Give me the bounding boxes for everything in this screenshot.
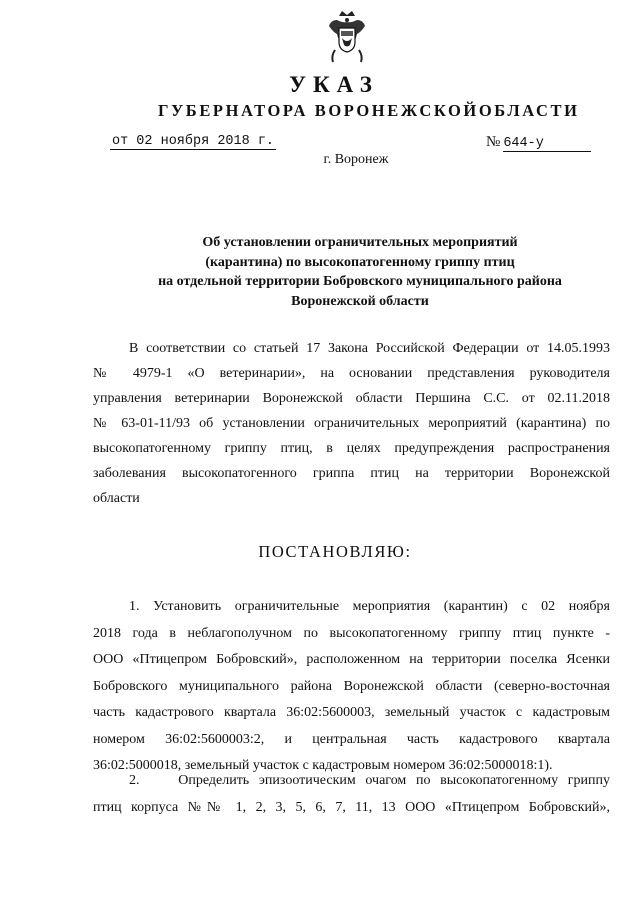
paragraph-line: 1. Установить ограничительные мероприятия (карантин) с 02 ноября	[129, 599, 610, 614]
city-name: г. Воронеж	[323, 152, 389, 167]
number-value: 644-у	[503, 136, 591, 152]
heading-line: Об установлении ограничительных мероприятий	[202, 235, 518, 250]
document-type-title: УКАЗ	[289, 72, 379, 97]
paragraph-line: № 63-01-11/93 об установлении ограничительных мероприятий (карантина) по	[93, 416, 610, 431]
paragraph-line: Бобровского муниципального района Воронежской области (северно-восточная	[93, 678, 610, 694]
heading-line: Воронежской области	[291, 293, 429, 309]
heading-line: на отдельной территории Бобровского муниципального района	[158, 274, 562, 289]
clause-1	[93, 594, 610, 780]
paragraph-line: области	[93, 491, 140, 506]
paragraph-line: 2018 года в неблагополучном по высокопатогенному гриппу птиц пункте -	[93, 625, 610, 641]
paragraph-line: № 4979-1 «О ветеринарии», на основании представления руководителя	[93, 366, 610, 381]
paragraph-line: часть кадастрового квартала 36:02:5600003, земельный участок с кадастровым	[93, 705, 610, 720]
paragraph-line: номером 36:02:5600003:2, и центральная часть кадастрового квартала	[93, 731, 610, 747]
paragraph-line: заболевания высокопатогенного гриппа птиц на территории Воронежской	[93, 466, 610, 481]
document-date	[110, 134, 276, 150]
coat-of-arms-emblem	[325, 10, 369, 64]
number-sign: №	[486, 134, 501, 150]
document-number	[486, 134, 591, 152]
date-value: от 02 ноября 2018 г.	[112, 134, 275, 149]
paragraph-line: птиц корпуса №№ 1, 2, 3, 5, 6, 7, 11, 13 ООО «Птицепром Бобровский»,	[93, 799, 610, 815]
paragraph-line: высокопатогенному гриппу птиц, в целях предупреждения распространения	[93, 441, 610, 456]
decree-word: ПОСТАНОВЛЯЮ:	[258, 542, 412, 561]
heading-line: (карантина) по высокопатогенному гриппу птиц	[205, 254, 515, 270]
document-heading	[80, 233, 640, 311]
paragraph-line: 36:02:5000018, земельный участок с кадастровым номером 36:02:5000018:1).	[93, 758, 553, 773]
paragraph-line: ООО «Птицепром Бобровский», расположенном на территории поселка Ясенки	[93, 652, 610, 667]
paragraph-line: 2. Определить эпизоотическим очагом по высокопатогенному гриппу	[129, 773, 610, 788]
issuer-title: ГУБЕРНАТОРА ВОРОНЕЖСКОЙОБЛАСТИ	[158, 101, 580, 120]
paragraph-line: управления ветеринарии Воронежской области Першина С.С. от 02.11.2018	[93, 391, 610, 406]
clause-2	[93, 768, 610, 821]
paragraph-line: В соответствии со статьей 17 Закона Российской Федерации от 14.05.1993	[129, 341, 610, 356]
preamble-paragraph	[93, 336, 610, 511]
